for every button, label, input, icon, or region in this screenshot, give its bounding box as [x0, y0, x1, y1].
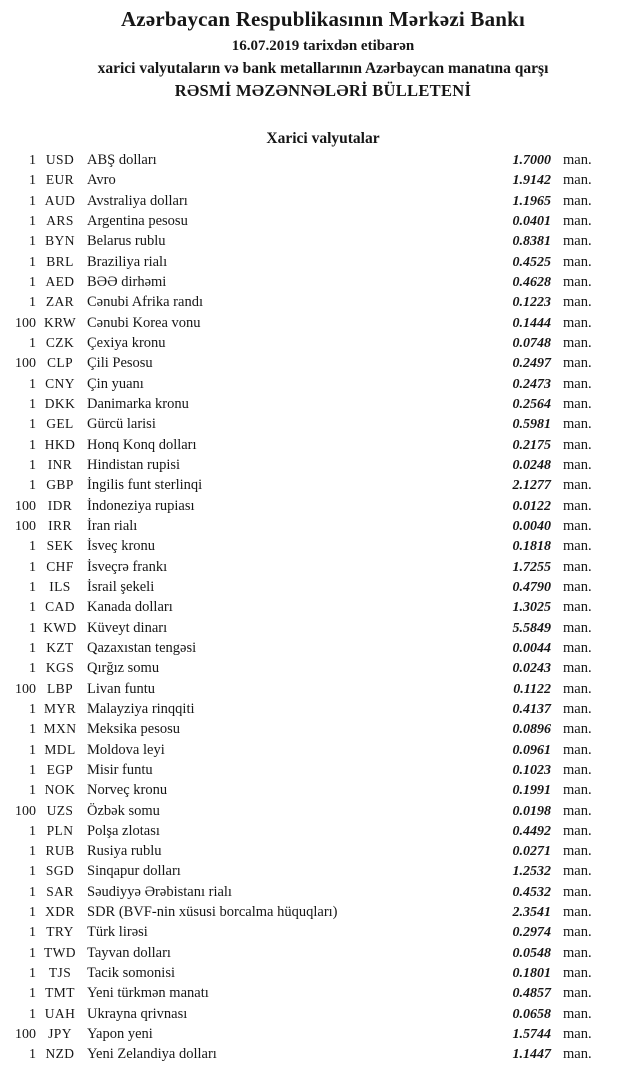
currency-name: Hindistan rupisi [87, 456, 181, 473]
rate-row [0, 803, 620, 823]
currency-quantity: 1 [29, 864, 36, 880]
scope-line: xarici valyutaların və bank metallarının Azərbaycan manatına qarşı [97, 60, 549, 77]
rate-row [0, 660, 620, 680]
currency-name: İsveç kronu [87, 538, 156, 555]
currency-quantity: 100 [15, 1027, 36, 1043]
rate-row [0, 965, 620, 985]
rate-row [0, 213, 620, 233]
rate-row [0, 152, 620, 172]
currency-rate: 0.0961 [512, 742, 551, 758]
currency-code: INR [47, 456, 73, 472]
rate-row [0, 681, 620, 701]
rate-row [0, 823, 620, 843]
currency-rate: 0.2974 [512, 925, 551, 941]
currency-code: IRR [48, 517, 72, 533]
bulletin-title: RƏSMİ MƏZƏNNƏLƏRİ BÜLLETENİ [174, 81, 472, 100]
currency-name: Malayziya rinqqiti [87, 700, 195, 717]
currency-code: KGS [45, 660, 75, 676]
manat-unit-label: man. [563, 965, 592, 982]
rate-row [0, 355, 620, 375]
currency-rate: 0.0748 [512, 335, 551, 351]
rate-row [0, 579, 620, 599]
manat-unit-label: man. [563, 497, 592, 514]
currency-code: TJS [48, 965, 72, 981]
currency-name: Sinqapur dolları [87, 863, 181, 880]
currency-code: DKK [44, 395, 76, 411]
currency-code: GBP [46, 477, 74, 493]
currency-code: GEL [46, 416, 74, 432]
currency-code: SAR [46, 883, 74, 899]
currency-rate: 0.1991 [512, 783, 551, 799]
manat-unit-label: man. [563, 273, 592, 290]
currency-name: Misir funtu [87, 761, 153, 778]
currency-quantity: 1 [29, 559, 36, 575]
currency-quantity: 1 [29, 925, 36, 941]
currency-name: Çin yuanı [87, 375, 144, 392]
currency-name: Norveç kronu [87, 782, 168, 799]
currency-code: RUB [45, 843, 75, 859]
rate-row [0, 559, 620, 579]
currency-name: Cənubi Korea vonu [87, 314, 201, 331]
currency-name: Yapon yeni [87, 1026, 153, 1043]
currency-quantity: 1 [29, 905, 36, 921]
currency-quantity: 1 [29, 844, 36, 860]
currency-rate: 0.0198 [512, 803, 551, 819]
currency-quantity: 1 [29, 234, 36, 250]
currency-rate: 0.5981 [512, 417, 551, 433]
currency-code: CAD [45, 599, 75, 615]
currency-rate: 0.0896 [512, 722, 551, 738]
rate-row [0, 843, 620, 863]
manat-unit-label: man. [563, 700, 592, 717]
currency-name: Tacik somonisi [87, 965, 175, 982]
manat-unit-label: man. [563, 375, 592, 392]
currency-rate: 0.4857 [512, 986, 551, 1002]
currency-code: HKD [44, 436, 76, 452]
manat-unit-label: man. [563, 985, 592, 1002]
manat-unit-label: man. [563, 639, 592, 656]
currency-rate: 0.0271 [512, 844, 551, 860]
currency-rate: 0.4628 [512, 274, 551, 290]
currency-code: TRY [46, 924, 74, 940]
currency-code: MDL [44, 741, 76, 757]
manat-unit-label: man. [563, 253, 592, 270]
currency-rate: 0.8381 [512, 234, 551, 250]
currency-code: BRL [46, 253, 74, 269]
currency-name: Çexiya kronu [87, 334, 166, 351]
currency-quantity: 100 [15, 803, 36, 819]
rate-row [0, 193, 620, 213]
currency-name: BƏƏ dirhəmi [87, 273, 167, 290]
currency-quantity: 1 [29, 396, 36, 412]
currency-rate: 1.3025 [512, 600, 551, 616]
currency-quantity: 1 [29, 295, 36, 311]
currency-name: İran rialı [87, 517, 138, 534]
currency-rate: 0.0040 [512, 518, 551, 534]
currency-quantity: 1 [29, 1047, 36, 1063]
manat-unit-label: man. [563, 334, 592, 351]
manat-unit-label: man. [563, 314, 592, 331]
currency-quantity: 1 [29, 437, 36, 453]
currency-code: CZK [45, 334, 75, 350]
currency-rate: 0.2473 [512, 376, 551, 392]
currency-quantity: 1 [29, 661, 36, 677]
manat-unit-label: man. [563, 456, 592, 473]
currency-name: Yeni türkmən manatı [87, 985, 209, 1002]
manat-unit-label: man. [563, 802, 592, 819]
currency-quantity: 1 [29, 153, 36, 168]
currency-quantity: 1 [29, 783, 36, 799]
rate-row [0, 396, 620, 416]
rate-row [0, 863, 620, 883]
currency-code: ARS [46, 212, 74, 228]
rate-row [0, 945, 620, 965]
rate-row [0, 315, 620, 335]
currency-rate: 5.5849 [512, 620, 551, 636]
rate-row [0, 762, 620, 782]
currency-rate: 0.0243 [512, 661, 551, 677]
manat-unit-label: man. [563, 355, 592, 372]
rate-row [0, 904, 620, 924]
rate-row [0, 254, 620, 274]
currency-rate: 0.1818 [512, 539, 551, 555]
rate-row [0, 538, 620, 558]
rate-row [0, 742, 620, 762]
currency-quantity: 100 [15, 518, 36, 534]
currency-name: Çili Pesosu [87, 355, 153, 372]
manat-unit-label: man. [563, 1046, 592, 1063]
currency-name: Qazaxıstan tengəsi [87, 639, 197, 656]
manat-unit-label: man. [563, 721, 592, 738]
currency-rate: 1.1447 [512, 1047, 551, 1063]
currency-rate: 0.0248 [512, 457, 551, 473]
rate-row [0, 498, 620, 518]
currency-quantity: 100 [15, 356, 36, 372]
currency-code: CLP [47, 355, 73, 371]
section-title-foreign-currencies: Xarici valyutalar [266, 130, 380, 147]
currency-code: KRW [44, 314, 76, 330]
currency-name: Yeni Zelandiya dolları [87, 1046, 217, 1063]
currency-rate: 0.2564 [512, 396, 551, 412]
currency-code: EUR [45, 172, 75, 188]
currency-name: Livan funtu [87, 680, 156, 697]
currency-rate: 2.3541 [512, 905, 551, 921]
currency-name: Argentina pesosu [87, 212, 188, 229]
bank-title: Azərbaycan Respublikasının Mərkəzi Bankı [120, 7, 526, 31]
currency-quantity: 100 [15, 498, 36, 514]
currency-name: Meksika pesosu [87, 721, 181, 738]
currency-name: Gürcü larisi [87, 416, 156, 433]
currency-name: SDR (BVF-nin xüsusi borcalma hüquqları) [87, 904, 338, 921]
currency-code: TWD [44, 944, 76, 960]
currency-name: Cənubi Afrika randı [87, 294, 203, 311]
currency-rate: 0.0548 [512, 945, 551, 961]
currency-code: EGP [46, 761, 74, 777]
currency-name: Özbək somu [87, 802, 160, 819]
currency-code: IDR [47, 497, 73, 513]
manat-unit-label: man. [563, 172, 592, 189]
manat-unit-label: man. [563, 883, 592, 900]
rate-row [0, 924, 620, 944]
currency-quantity: 1 [29, 986, 36, 1002]
manat-unit-label: man. [563, 741, 592, 758]
rate-row [0, 1006, 620, 1026]
currency-code: CNY [45, 375, 75, 391]
currency-code: NZD [45, 1046, 75, 1062]
currency-name: Braziliya rialı [87, 253, 168, 270]
currency-code: KWD [43, 619, 77, 635]
manat-unit-label: man. [563, 192, 592, 209]
effective-date-line: 16.07.2019 tarixdən etibarən [231, 38, 415, 54]
currency-rate: 0.0044 [512, 640, 551, 656]
rate-row [0, 457, 620, 477]
manat-unit-label: man. [563, 904, 592, 921]
currency-rate: 0.4492 [512, 823, 551, 839]
currency-rate: 1.2532 [512, 864, 551, 880]
currency-quantity: 1 [29, 539, 36, 555]
currency-rate: 0.1223 [512, 295, 551, 311]
rate-row [0, 518, 620, 538]
currency-code: AUD [44, 192, 76, 208]
currency-name: Danimarka kronu [87, 395, 189, 412]
currency-rate: 0.2175 [512, 437, 551, 453]
currency-code: UAH [44, 1005, 76, 1021]
currency-name: İngilis funt sterlinqi [87, 477, 203, 494]
currency-code: ILS [49, 578, 71, 594]
currency-name: Avstraliya dolları [87, 192, 188, 209]
currency-rate: 0.2497 [512, 356, 551, 372]
currency-rate: 0.1122 [513, 681, 551, 697]
manat-unit-label: man. [563, 517, 592, 534]
rate-row [0, 172, 620, 192]
rate-row [0, 701, 620, 721]
currency-name: Tayvan dolları [87, 944, 171, 961]
manat-unit-label: man. [563, 944, 592, 961]
manat-unit-label: man. [563, 558, 592, 575]
manat-unit-label: man. [563, 822, 592, 839]
currency-rate: 0.0401 [512, 213, 551, 229]
manat-unit-label: man. [563, 416, 592, 433]
rate-row [0, 721, 620, 741]
currency-code: SGD [45, 863, 75, 879]
currency-quantity: 1 [29, 762, 36, 778]
currency-code: LBP [47, 680, 73, 696]
currency-quantity: 1 [29, 579, 36, 595]
currency-code: PLN [46, 822, 74, 838]
currency-quantity: 1 [29, 945, 36, 961]
currency-code: MYR [44, 700, 76, 716]
rate-row [0, 1026, 620, 1046]
currency-quantity: 1 [29, 620, 36, 636]
rate-row [0, 477, 620, 497]
manat-unit-label: man. [563, 395, 592, 412]
currency-quantity: 1 [29, 254, 36, 270]
currency-name: Rusiya rublu [87, 843, 162, 860]
currency-name: Polşa zlotası [87, 822, 160, 839]
rate-row [0, 335, 620, 355]
currency-code: CHF [46, 558, 74, 574]
manat-unit-label: man. [563, 538, 592, 555]
currency-quantity: 1 [29, 478, 36, 494]
currency-name: Türk lirəsi [87, 924, 148, 941]
currency-quantity: 1 [29, 173, 36, 189]
currency-name: Kanada dolları [87, 599, 173, 616]
manat-unit-label: man. [563, 924, 592, 941]
currency-rate: 1.7255 [512, 559, 551, 575]
currency-quantity: 1 [29, 722, 36, 738]
rate-row [0, 782, 620, 802]
currency-code: BYN [45, 233, 75, 249]
currency-quantity: 1 [29, 376, 36, 392]
rate-row [0, 274, 620, 294]
currency-name: Səudiyyə Ərəbistanı rialı [87, 883, 232, 900]
currency-code: TMT [45, 985, 75, 1001]
currency-quantity: 1 [29, 417, 36, 433]
currency-code: UZS [46, 802, 74, 818]
currency-quantity: 1 [29, 1006, 36, 1022]
currency-code: AED [45, 273, 75, 289]
currency-quantity: 1 [29, 457, 36, 473]
manat-unit-label: man. [563, 152, 592, 168]
currency-name: Honq Konq dolları [87, 436, 197, 453]
currency-name: Moldova leyi [87, 741, 165, 758]
currency-code: MXN [43, 721, 77, 737]
currency-name: Küveyt dinarı [87, 619, 168, 636]
currency-rate: 0.4790 [512, 579, 551, 595]
currency-rate: 0.4525 [512, 254, 551, 270]
manat-unit-label: man. [563, 578, 592, 595]
rates-table [0, 152, 620, 1067]
manat-unit-label: man. [563, 233, 592, 250]
currency-quantity: 1 [29, 884, 36, 900]
rate-row [0, 294, 620, 314]
currency-quantity: 1 [29, 701, 36, 717]
currency-name: İsrail şekeli [87, 578, 155, 595]
bulletin-header [0, 0, 620, 101]
currency-quantity: 1 [29, 742, 36, 758]
currency-code: ZAR [45, 294, 75, 310]
currency-quantity: 1 [29, 274, 36, 290]
currency-rate: 1.9142 [512, 173, 551, 189]
rate-row [0, 985, 620, 1005]
currency-name: Qırğız somu [87, 660, 160, 677]
rate-row [0, 1046, 620, 1066]
rate-row [0, 599, 620, 619]
currency-rate: 1.1965 [512, 193, 551, 209]
currency-rate: 1.5744 [512, 1027, 551, 1043]
manat-unit-label: man. [563, 1005, 592, 1022]
currency-code: XDR [45, 904, 75, 920]
manat-unit-label: man. [563, 680, 592, 697]
rate-row [0, 884, 620, 904]
manat-unit-label: man. [563, 843, 592, 860]
rate-row [0, 620, 620, 640]
manat-unit-label: man. [563, 477, 592, 494]
currency-rate: 0.1801 [512, 966, 551, 982]
rate-row [0, 233, 620, 253]
currency-rate: 0.0658 [512, 1006, 551, 1022]
currency-rate: 0.4137 [512, 701, 551, 717]
currency-code: USD [45, 152, 75, 167]
currency-name: İsveçrə frankı [87, 558, 168, 575]
currency-quantity: 1 [29, 193, 36, 209]
currency-code: KZT [46, 639, 74, 655]
manat-unit-label: man. [563, 436, 592, 453]
currency-name: İndoneziya rupiası [87, 497, 195, 514]
rate-row [0, 437, 620, 457]
manat-unit-label: man. [563, 619, 592, 636]
currency-quantity: 100 [15, 315, 36, 331]
currency-name: Belarus rublu [87, 233, 166, 250]
currency-code: JPY [48, 1026, 72, 1042]
rate-row [0, 416, 620, 436]
manat-unit-label: man. [563, 599, 592, 616]
currency-rate: 1.7000 [512, 153, 551, 168]
currency-quantity: 1 [29, 213, 36, 229]
manat-unit-label: man. [563, 1026, 592, 1043]
currency-rate: 0.0122 [512, 498, 551, 514]
manat-unit-label: man. [563, 294, 592, 311]
currency-rate: 0.1023 [512, 762, 551, 778]
manat-unit-label: man. [563, 782, 592, 799]
manat-unit-label: man. [563, 761, 592, 778]
rate-row [0, 376, 620, 396]
currency-quantity: 100 [15, 681, 36, 697]
currency-quantity: 1 [29, 966, 36, 982]
currency-name: Avro [87, 172, 116, 189]
currency-rate: 0.1444 [512, 315, 551, 331]
manat-unit-label: man. [563, 660, 592, 677]
currency-rate: 0.4532 [512, 884, 551, 900]
currency-name: ABŞ dolları [87, 152, 157, 168]
currency-code: SEK [46, 538, 74, 554]
currency-quantity: 1 [29, 823, 36, 839]
currency-quantity: 1 [29, 640, 36, 656]
currency-quantity: 1 [29, 600, 36, 616]
currency-code: NOK [44, 782, 76, 798]
rate-row [0, 640, 620, 660]
currency-name: Ukrayna qrivnası [87, 1005, 188, 1022]
manat-unit-label: man. [563, 863, 592, 880]
currency-quantity: 1 [29, 335, 36, 351]
manat-unit-label: man. [563, 212, 592, 229]
currency-rate: 2.1277 [512, 478, 551, 494]
